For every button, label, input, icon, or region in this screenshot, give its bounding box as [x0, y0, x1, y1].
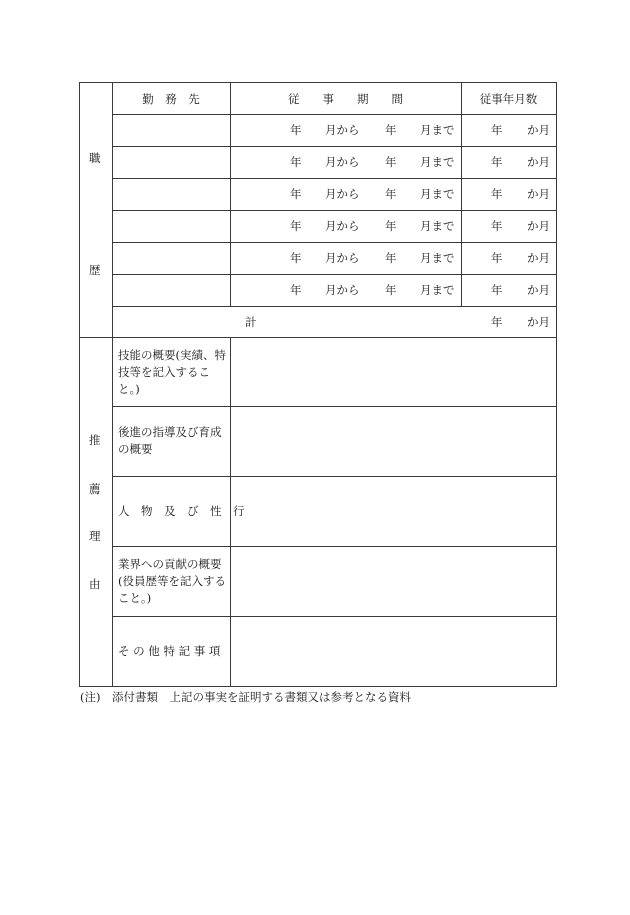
row-from-year: 年	[290, 155, 302, 169]
row-from-month: 月から	[325, 187, 360, 201]
row-dur-year: 年	[491, 187, 503, 201]
total-label: 計	[245, 315, 257, 329]
row-dur-month: か月	[527, 155, 550, 169]
row-divider	[112, 546, 557, 547]
row-divider	[112, 178, 557, 179]
row-to-year: 年	[385, 219, 397, 233]
header-employer: 勤 務 先	[142, 92, 200, 106]
row-to-year: 年	[385, 187, 397, 201]
row-from-year: 年	[290, 219, 302, 233]
side-label-recommendation-4: 由	[89, 577, 101, 591]
row-to-year: 年	[385, 123, 397, 137]
row-dur-month: か月	[527, 251, 550, 265]
row-from-month: 月から	[325, 123, 360, 137]
side-label-recommendation-3: 理	[89, 529, 101, 543]
table-border-left	[79, 82, 80, 686]
column-divider	[461, 82, 462, 306]
row-to-year: 年	[385, 155, 397, 169]
row-to-month: 月まで	[420, 283, 455, 297]
row-divider	[112, 306, 557, 307]
total-year: 年	[491, 315, 503, 329]
column-divider	[230, 82, 231, 306]
row-dur-year: 年	[491, 219, 503, 233]
row-to-year: 年	[385, 283, 397, 297]
item-character: 人 物 及 び 性 行	[118, 504, 245, 518]
row-dur-month: か月	[527, 187, 550, 201]
total-month: か月	[527, 315, 550, 329]
header-period: 従 事 期 間	[288, 92, 403, 106]
item-other-notes: そ の 他 特 記 事 項	[118, 644, 221, 658]
row-from-year: 年	[290, 123, 302, 137]
row-dur-year: 年	[491, 283, 503, 297]
table-border-right	[556, 82, 557, 686]
row-from-month: 月から	[325, 251, 360, 265]
row-to-month: 月まで	[420, 219, 455, 233]
row-divider	[112, 146, 557, 147]
row-from-year: 年	[290, 187, 302, 201]
attachment-note: (注) 添付書類 上記の事実を証明する書類又は参考となる資料	[80, 690, 411, 704]
side-label-career-1: 職	[89, 151, 101, 165]
side-label-recommendation-2: 薦	[89, 482, 101, 496]
row-divider	[112, 476, 557, 477]
row-from-month: 月から	[325, 219, 360, 233]
side-label-recommendation-1: 推	[89, 433, 101, 447]
column-divider	[112, 82, 113, 686]
row-dur-month: か月	[527, 283, 550, 297]
row-from-year: 年	[290, 283, 302, 297]
side-label-career-2: 歴	[89, 263, 101, 277]
row-to-year: 年	[385, 251, 397, 265]
item-skills-overview: 技能の概要(実績、特技等を記入すること。)	[118, 348, 226, 396]
row-divider	[112, 114, 557, 115]
row-from-month: 月から	[325, 155, 360, 169]
row-divider	[112, 406, 557, 407]
row-dur-year: 年	[491, 123, 503, 137]
row-dur-month: か月	[527, 219, 550, 233]
row-dur-year: 年	[491, 155, 503, 169]
item-guidance-overview: 後進の指導及び育成の概要	[118, 425, 222, 456]
row-divider	[112, 616, 557, 617]
table-border-bottom	[79, 686, 557, 687]
row-to-month: 月まで	[420, 251, 455, 265]
row-divider	[112, 274, 557, 275]
row-to-month: 月まで	[420, 187, 455, 201]
row-to-month: 月まで	[420, 155, 455, 169]
row-to-month: 月まで	[420, 123, 455, 137]
row-divider	[112, 242, 557, 243]
row-from-year: 年	[290, 251, 302, 265]
section-divider	[79, 337, 557, 338]
item-industry-contribution: 業界への貢献の概要(役員歴等を記入すること。)	[118, 557, 226, 605]
row-divider	[112, 210, 557, 211]
row-from-month: 月から	[325, 283, 360, 297]
table-border-top	[79, 82, 557, 83]
row-dur-year: 年	[491, 251, 503, 265]
header-years: 従事年月数	[479, 92, 538, 106]
row-dur-month: か月	[527, 123, 550, 137]
